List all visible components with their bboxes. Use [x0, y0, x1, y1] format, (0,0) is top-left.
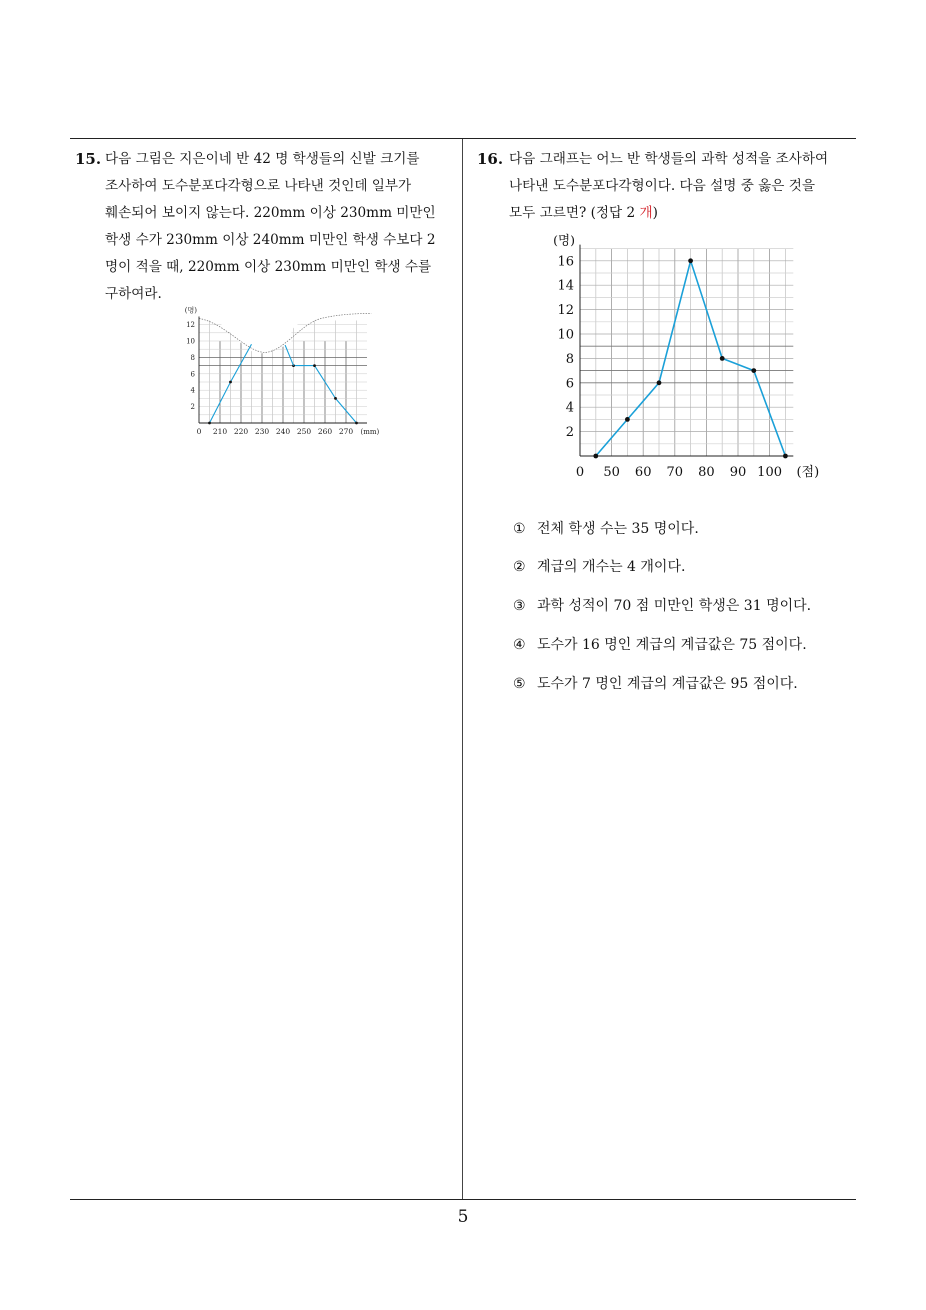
- y-tick-label: 2: [190, 403, 195, 412]
- choice-5[interactable]: [513, 673, 798, 693]
- y-tick-label: 10: [557, 327, 574, 343]
- data-point: [751, 368, 756, 373]
- bottom-rule: [70, 1199, 856, 1200]
- y-axis-unit-label: (명): [184, 306, 197, 315]
- data-point: [229, 381, 232, 384]
- data-point: [355, 422, 358, 425]
- x-tick-label: 250: [296, 427, 312, 436]
- x-tick-label: 230: [254, 427, 270, 436]
- x-tick-label: 210: [212, 427, 228, 436]
- question-line: 조사하여 도수분포다각형으로 나타낸 것인데 일부가: [105, 178, 412, 194]
- x-tick-label: 90: [729, 465, 747, 480]
- choice-marker: ③: [513, 598, 526, 614]
- x-tick-label: 80: [698, 465, 715, 480]
- question-number: 16.: [477, 150, 504, 168]
- y-axis-unit-label: (명): [553, 232, 575, 248]
- choice-2[interactable]: [513, 556, 685, 576]
- choice-text: 전체 학생 수는 35 명이다.: [537, 521, 699, 537]
- frequency-polygon-line: [285, 345, 293, 366]
- page-number: 5: [457, 1207, 469, 1227]
- question-line: 나타낸 도수분포다각형이다. 다음 설명 중 옳은 것을: [509, 178, 816, 194]
- data-point: [625, 417, 630, 422]
- question-text: [509, 146, 828, 227]
- y-tick-label: 4: [565, 400, 574, 416]
- x-tick-label: 100: [757, 465, 783, 480]
- question-line: [509, 200, 828, 227]
- y-tick-label: 10: [186, 337, 195, 346]
- question-line: 구하여라.: [105, 286, 162, 302]
- choice-marker: ①: [513, 521, 526, 537]
- choice-marker: ⑤: [513, 676, 526, 692]
- data-point: [688, 258, 693, 263]
- x-axis-unit-label: (mm): [360, 428, 380, 436]
- choice-1[interactable]: [513, 518, 699, 538]
- y-tick-label: 12: [557, 303, 574, 319]
- damaged-region-mask: [245, 320, 291, 350]
- data-point: [593, 454, 598, 459]
- column-divider: [462, 139, 463, 1199]
- choice-text: 계급의 개수는 4 개이다.: [537, 559, 686, 575]
- choice-text: 도수가 7 명인 계급의 계급값은 95 점이다.: [537, 676, 798, 692]
- top-rule: [70, 138, 856, 139]
- x-tick-label: 270: [338, 427, 354, 436]
- y-tick-label: 12: [186, 321, 195, 330]
- choice-text: 도수가 16 명인 계급의 계급값은 75 점이다.: [537, 637, 807, 653]
- x-tick-label: 70: [666, 465, 684, 480]
- data-point: [783, 454, 788, 459]
- data-point: [334, 397, 337, 400]
- choice-marker: ②: [513, 559, 526, 575]
- origin-label: 0: [196, 427, 202, 436]
- answer-hint-prefix: 모두 고르면? (정답 2: [509, 205, 640, 221]
- question-number: 15.: [75, 150, 102, 168]
- choice-3[interactable]: [513, 595, 811, 615]
- shoe-size-frequency-polygon: [177, 305, 382, 440]
- question-line: 학생 수가 230mm 이상 240mm 미만인 학생 수보다 2: [105, 232, 436, 248]
- answer-hint-count-unit: 개: [639, 205, 653, 221]
- y-tick-label: 14: [557, 278, 574, 294]
- question-text: [105, 146, 436, 308]
- question-line: 명이 적을 때, 220mm 이상 230mm 미만인 학생 수를: [105, 259, 432, 275]
- science-score-frequency-polygon: [540, 232, 825, 482]
- y-tick-label: 6: [565, 376, 574, 392]
- y-tick-label: 6: [190, 370, 195, 379]
- x-tick-label: 60: [634, 465, 652, 480]
- question-line: 훼손되어 보이지 않는다. 220mm 이상 230mm 미만인: [105, 205, 436, 221]
- answer-hint-suffix: ): [652, 205, 658, 221]
- origin-label: 0: [575, 465, 585, 480]
- choice-4[interactable]: [513, 634, 807, 654]
- data-point: [657, 380, 662, 385]
- x-tick-label: 260: [317, 427, 333, 436]
- y-tick-label: 8: [565, 351, 574, 367]
- data-point: [313, 364, 316, 367]
- data-point: [720, 356, 725, 361]
- question-line: 다음 그래프는 어느 반 학생들의 과학 성적을 조사하여: [509, 151, 829, 167]
- x-tick-label: 220: [233, 427, 249, 436]
- x-axis-unit-label: (점): [796, 465, 820, 480]
- y-tick-label: 16: [557, 254, 574, 270]
- y-tick-label: 2: [565, 425, 574, 441]
- x-tick-label: 50: [603, 465, 620, 480]
- data-point: [208, 422, 211, 425]
- question-line: 다음 그림은 지은이네 반 42 명 학생들의 신발 크기를: [105, 151, 420, 167]
- x-tick-label: 240: [275, 427, 291, 436]
- y-tick-label: 4: [190, 386, 195, 395]
- choice-text: 과학 성적이 70 점 미만인 학생은 31 명이다.: [537, 598, 812, 614]
- y-tick-label: 8: [190, 353, 195, 362]
- choice-marker: ④: [513, 637, 526, 653]
